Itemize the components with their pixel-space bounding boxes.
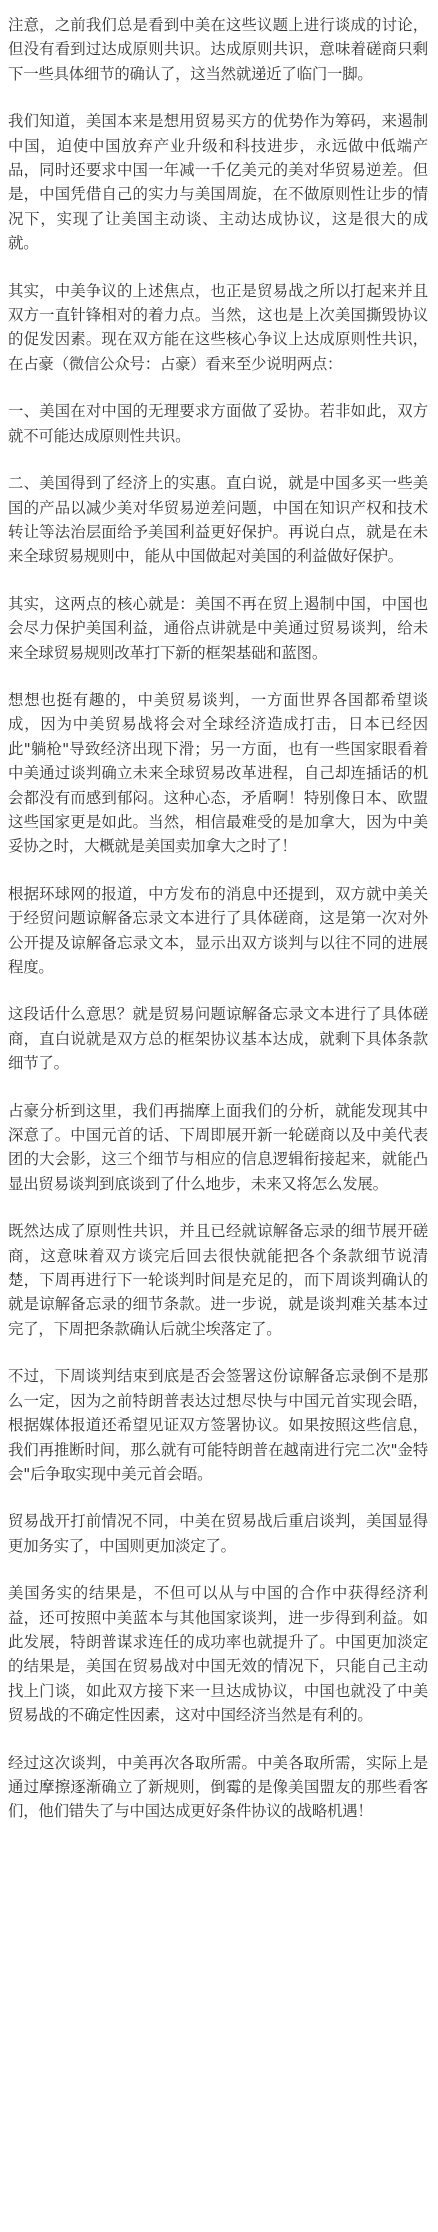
paragraph-7: 想想也挺有趣的，中美贸易谈判，一方面世界各国都希望谈成，因为中美贸易战将会对全球经济造成打击，日本已经因此"躺枪"导致经济出现下滑；另一方面，也有一些国家眼看着中美通过谈判确立未来全球贸易改革进程，自己却连插话的机会都没有而感到郁闷。这种心态，矛盾啊！特别像日本、欧盟这些国家更是如此。当然，相信最难受的是加拿大，因为中美妥协之时，大概就是美国卖加拿大之时了！ xyxy=(8,690,428,856)
paragraph-1: 注意，之前我们总是看到中美在这些议题上进行谈成的讨论，但没有看到过达成原则共识。达成原则共识，意味着磋商只剩下一些具体细节的确认了，这当然就递近了临门一脚。 xyxy=(8,16,428,83)
paragraph-15: 经过这次谈判，中美再次各取所需。中美各取所需，实际上是通过摩擦逐渐确立了新规则，倒霉的是像美国盟友的那些看客们，他们错失了与中国达成更好条件协议的战略机遇！ xyxy=(8,1753,428,1821)
paragraph-13: 贸易战开打前情况不同，中美在贸易战后重启谈判，美国显得更加务实了，中国则更加淡定了。 xyxy=(8,1512,428,1555)
paragraph-10: 占豪分析到这里，我们再揣摩上面我们的分析，就能发现其中深意了。中国元首的话、下周即展开新一轮磋商以及中美代表团的大会影，这三个细节与相应的信息逻辑衔接起来，就能凸显出贸易谈判到底谈到了什么地步，未来又将怎么发展。 xyxy=(8,1101,428,1193)
paragraph-8: 根据环球网的报道，中方发布的消息中还提到，双方就中美关于经贸问题谅解备忘录文本进行了具体磋商，这是第一次对外公开提及谅解备忘录文本，显示出双方谈判与以往不同的进展程度。 xyxy=(8,884,428,976)
paragraph-4: 一、美国在对中国的无理要求方面做了妥协。若非如此，双方就不可能达成原则性共识。 xyxy=(8,402,428,445)
article-body xyxy=(0,13,428,1824)
paragraph-6: 其实，这两点的核心就是：美国不再在贸上遏制中国，中国也会尽力保护美国利益，通俗点讲就是中美通过贸易谈判，给未来全球贸易规则改革打下新的框架基础和蓝图。 xyxy=(8,594,428,662)
paragraph-2: 我们知道，美国本来是想用贸易买方的优势作为筹码，来遏制中国，迫使中国放弃产业升级和科技进步，永远做中低端产品，同时还要求中国一年减一千亿美元的美对华贸易逆差。但是，中国凭借自己的实力与美国周旋，在不做原则性让步的情况下，实现了让美国主动谈、主动达成协议，这是很大的成就。 xyxy=(8,112,428,253)
paragraph-5: 二、美国得到了经济上的实惠。直白说，就是中国多买一些美国的产品以减少美对华贸易逆差问题，中国在知识产权和技术转让等法治层面给予美国利益更好保护。再说白点，就是在未来全球贸易规则中，能从中国做起对美国的利益做好保护。 xyxy=(8,474,428,566)
paragraph-12: 不过，下周谈判结束到底是否会签署这份谅解备忘录倒不是那么一定，因为之前特朗普表达过想尽快与中国元首实现会晤，根据媒体报道还希望见证双方签署协议。如果按照这些信息，我们再推断时间，那么就有可能特朗普在越南进行完二次"金特会"后争取实现中美元首会晤。 xyxy=(8,1367,428,1483)
paragraph-11: 既然达成了原则性共识，并且已经就谅解备忘录的细节展开磋商，这意味着双方谈完后回去很快就能把各个条款细节说清楚，下周再进行下一轮谈判时间是充足的，而下周谈判确认的就是谅解备忘录的细节条款。进一步说，就是谈判难关基本过完了，下周把条款确认后就尘埃落定了。 xyxy=(8,1222,428,1338)
paragraph-9: 这段话什么意思？就是贸易问题谅解备忘录文本进行了具体磋商，直白说就是双方总的框架协议基本达成，就剩下具体条款细节了。 xyxy=(8,1005,428,1073)
paragraph-3: 其实，中美争议的上述焦点，也正是贸易战之所以打起来并且双方一直针锋相对的着力点。当然，这也是上次美国撕毁协议的促发因素。现在双方能在这些核心争议上达成原则性共识，在占豪（微信公众号：占豪）看来至少说明两点： xyxy=(8,281,428,373)
paragraph-14: 美国务实的结果是，不但可以从与中国的合作中获得经济利益，还可按照中美蓝本与其他国家谈判，进一步得到利益。如此发展，特朗普谋求连任的成功率也就提升了。中国更加淡定的结果是，美国在贸易战对中国无效的情况下，只能自己主动找上门谈，如此双方接下来一旦达成协议，中国也就没了中美贸易战的不确定性因素，这对中国经济当然是有利的。 xyxy=(8,1584,428,1725)
